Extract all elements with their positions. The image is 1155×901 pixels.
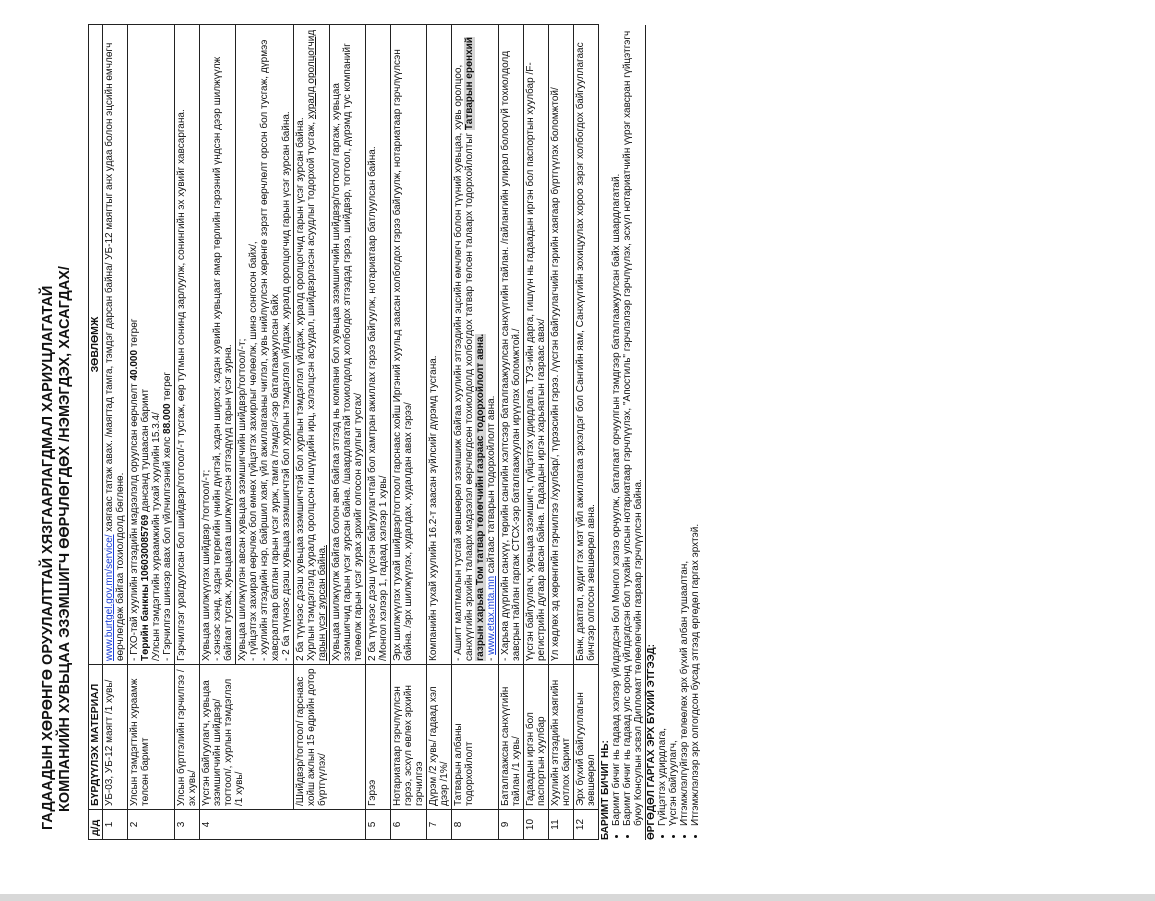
table-row <box>200 25 294 840</box>
list-item: • Баримт бичиг нь гадаад хэлээр үйлдэгдсэн бол Монгол хэлээ орчуулж, баталгаат орчуулгын тэмдгээр баталгаажуулсан байх шаардлагатай. <box>611 25 622 826</box>
table-row <box>391 25 427 840</box>
row-advice <box>452 25 499 665</box>
row-advice: Гэрчилгээг урагдуулсан бол шийдвэр/тогтоол/-т тусгаж, өөр тутмын сонинд зарлуулж, сонингийн эх хувийг хавсаргана. <box>175 25 200 665</box>
row-material: /Шийдвэр/тогтоол/ гарснаас хойш ажлын 15 өдрийн дотор бүртгүүлэх/ <box>294 665 366 810</box>
row-material: УБ-03, УБ-12 маягт /1 хувь/ <box>103 665 128 810</box>
row-advice: Үүсгэн байгуулагч, хувьцаа эзэмшигч, гүйцэтгэх удирдлага, ТУЗ-ийн дарга, гишүүн нь гадаадын иргэн бол паспортын хуулбар /F-регистрийн дугаар авсан байна. Гадаадын иргэн харьяатын газраас авах/ <box>524 25 549 665</box>
row-num: 2 <box>128 810 175 840</box>
row-advice: 2 ба түүнээс дээш үүсгэн байгуулагчтай бол хамтран ажиллах гэрээ байгуулж, нотариатаар батлуулсан байна. /Монгол хэлээр 1, гадаад хэлээр 1 хувь/ <box>366 25 391 665</box>
row-num: 5 <box>366 810 391 840</box>
bottom-scroll-strip <box>0 894 1155 901</box>
list-item: • Гүйцэтгэх удирдлага, <box>657 25 668 826</box>
burtgel-link[interactable]: www.burtgel.gov.mn/service/ <box>104 534 115 661</box>
row-num: 9 <box>499 810 524 840</box>
etax-link[interactable]: www.etax.mta.mn <box>486 575 497 655</box>
meeting-note: 2 ба түүнээс дээш хувьцаа эзэмшигчтэй бол хурлын тэмдэглэл үйлдэж, хуралд оролцогчид гарын үсэг зурсан байна. <box>295 117 306 661</box>
list-item: - Гэрчилгээ шинээр авах бол үйлчилгээний хөлс 88.000 төгрөг <box>162 28 173 661</box>
list-item: - ГХО-тай хуулийн этгээдийн мэдээлэлд оруулсан өөрчлөлт 40.000 төгрөг Төрийн банкны 106030085769 дансанд тушаасан баримт /Улсын тэмдэгтийн хураамжийн тухай хуулийн 15.3.4/ <box>129 28 162 661</box>
table-row <box>175 25 200 840</box>
row-material: Гадаадын иргэн бол паспортын хуулбар <box>524 665 549 810</box>
list-item: • Итгэмжлэлгүйгээр төлөөлөх эрх бүхий албан тушаалтан, <box>679 25 690 826</box>
row-material: Дүрэм /2 хувь/ гадаад хэл дээр /1%/ <box>427 665 452 810</box>
list-item: - www.etax.mta.mn сайтаас татварын тодорхойлолт авна. <box>486 28 497 661</box>
row-advice: Үл хөдлөх эд хөрөнгийн гэрчилгээ /хуулбар/, түрээсийн гэрээ. /үүсгэн байгуулагчийн гэрийн хаягаар бүртгүүлэх боломжтой/ <box>549 25 574 665</box>
table-row <box>294 25 366 840</box>
document-notes <box>600 25 701 840</box>
shift-decision-head: Хувьцаа шилжүүлэх шийдвэр /тогтоол/-т; <box>201 469 212 661</box>
table-row <box>549 25 574 840</box>
list-item: - 2 ба түүнээс дээш хувьцаа эзэмшигчтэй бол хурлын тэмдэглэл үйлдэж, хуралд оролцогчид гарын үсэг зурсан байна. <box>281 28 292 661</box>
table-row <box>366 25 391 840</box>
row-advice <box>294 25 366 665</box>
table-row <box>524 25 549 840</box>
row-num: 7 <box>427 810 452 840</box>
row-material: Хуулийн этгээдийн хаягийн нотлох баримт <box>549 665 574 810</box>
header-num: д/д <box>89 810 103 840</box>
table-row <box>128 25 175 840</box>
receiver-decision-head: Хувьцаа шилжүүлэн авсан хувьцаа эзэмшигчийн шийдвэр/тогтоол/-т; <box>235 25 248 664</box>
row-material: Эрх бүхий байгууллагын зөвшөөрөл <box>574 665 599 810</box>
header-material: БҮРДҮҮЛЭХ МАТЕРИАЛ <box>89 665 103 810</box>
document-title <box>40 20 74 840</box>
row-num: 11 <box>549 810 574 840</box>
list-item: • Баримт бичиг нь гадаад улс оронд үйлдэгдсэн бол тухайн улсын нотариатаар гэрчлүүлэх, "Апостиль" гэрчлэлээр гэрчлүүлэх, эсхүл нотариатчийн үүрэг хавсран гүйцэтгэгч буюу Консулын эсвэл Дипломат төлөөлөгчийн газраар гэрчлүүлсэн байна. <box>622 25 644 826</box>
table-header-row <box>89 25 103 840</box>
header-advice: ЗӨВЛӨМЖ <box>89 25 103 665</box>
row-advice: Компанийн тухай хуулийн 16.2-т заасан зүйлсийг дүрэмд тусгана. <box>427 25 452 665</box>
signers-heading: ӨРГӨДӨЛ ГАРГАХ ЭРХ БҮХИЙ ЭТГЭЭД: <box>645 25 657 840</box>
row-num: 3 <box>175 810 200 840</box>
row-advice <box>103 25 128 665</box>
row-material: Татварын албаны тодорхойлолт <box>452 665 499 810</box>
row-num: 10 <box>524 810 549 840</box>
row-num: 4 <box>200 810 366 840</box>
list-item: • Итгэмжлэлээр эрх олгогдсон бусад этгээд өргөдөл гаргах эрхтэй. <box>690 25 701 826</box>
row-material: Улсын тэмдэгтийн хураамж төлсөн баримт <box>128 665 175 810</box>
row-advice: Банк, даатгал, аудит гэх мэт үйл ажиллагаа эрхэлдэг бол Сангийн яам, Санхүүгийн зохицуулах хороо зэрэг холбогдох байгууллагаас бичгээр олгосон зөвшөөрөл авна. <box>574 25 599 665</box>
list-item: • Үүсгэн байгуулагч, <box>668 25 679 826</box>
row-material: Баталгаажсан санхүүгийн тайлан /1 хувь/ <box>499 665 524 810</box>
row-advice: Эрх шилжүүлэх тухай шийдвэр/тогтоол/ гарснаас хойш Иргэний хуульд заасан холбогдох гэрээ байгуулж, нотариатаар гэрчлүүлсэн байна. /эрх шилжүүлэх, худалдах, худалдан авах гэрээ/ <box>391 25 427 665</box>
table-row <box>103 25 128 840</box>
notes-heading: БАРИМТ БИЧИГ НЬ: <box>600 740 611 840</box>
table-row <box>499 25 524 840</box>
row-material: Улсын бүртгэлийн гэрчилгээ /эх хувь/ <box>175 665 200 810</box>
row-material: Нотариатаар гэрчлүүлсэн гэрээ, эсхүл өвлөх эрхийн гэрчилгээ <box>391 665 427 810</box>
title-line-2: КОМПАНИЙН ХУВЬЦАА ЭЗЭМШИГЧ ӨӨРЧЛӨГДӨХ /НЭМЭГДЭХ, ХАСАГДАХ/ <box>57 266 73 812</box>
row-num: 1 <box>103 810 128 840</box>
row-material: Гэрээ <box>366 665 391 810</box>
title-line-1: ГАДААДЫН ХӨРӨНГӨ ОРУУЛАЛТТАЙ ХЯЗГААРЛАГДМАЛ ХАРИУЦЛАГАТАЙ <box>40 285 56 830</box>
company-decision-note: Хувьцаа шилжүүлж байгаа болон авч байгаа этгээд нь компани бол хувьцаа эзэмшигчийн шийдвэр/тогтоол/ гаргаж, хувьцаа эзэмшигчид гарын үсэг зурсан байна. /шаардлагатай тохиолдолд холбогдох этгээдэд гэрээ, шийдвэр, тогтоол, дүрэмд тус компанийг төлөөлж гарын үсэг зурах эрхийг олгосон агуулгыг тусгах/ <box>329 25 364 664</box>
row-num: 8 <box>452 810 499 840</box>
meeting-minutes-note: Хурлын тэмдэглэлд хуралд оролцсон гишүүдийн ирц, хэлэлцсэн асуудал, шийдвэрлэсэн асуудлыг тодорхой тусгаж, хуралд оролцогчид гарын үсэг зурсан байна. <box>306 29 328 661</box>
table-row <box>452 25 499 840</box>
list-item: - гүйцэтгэх захирал өөрчлөх бол өмнөх гүйцэтгэх захирлыг чөлөөлж, шинэ сонгосон байх/, <box>248 28 259 661</box>
row-num: 12 <box>574 810 599 840</box>
row-material: Үүсгэн байгуулагч, хувьцаа эзэмшигчийн шийдвэр/тогтоол/, хурлын тэмдэглэл /1 хувь/ <box>200 665 294 810</box>
row-num: 6 <box>391 810 427 840</box>
table-row <box>574 25 599 840</box>
row-advice <box>128 25 175 665</box>
row-advice-text: хаягаас татаж авах. /маягтад тамга, тэмдэг дарсан байна/ УБ-12 маягтыг анх удаа болон эцсийн өмчлөгч өөрчлөгдөж байгаа тохиолдолд бөглөнө. <box>104 42 126 661</box>
table-row <box>427 25 452 840</box>
row-advice <box>200 25 294 665</box>
list-item: - Ашигт малтмалын тусгай зөвшөөрөл эзэмшиж байгаа хуулийн этгээдийн эцсийн өмчлөгч болон түүний хувьцаа, хувь оролцоо, санхүүгийн эрхийн талаарх мэдээлэл өөрчлөгдсөн тохиолдолд холбогдох татвар төлсөн талаарх тодорхойлолтыг Татварын ерөнхий газрын харьяа Том татвар төлөгчийн газраас тодорхойлолт авна. <box>453 28 486 661</box>
requirements-table <box>88 24 599 840</box>
list-item: - хэнээс хэнд, хэдэн төгрөгийн үнийн дүнтэй, хэдэн ширхэг, хэдэн хувийн хувьцааг ямар төрлийн гэрээний үндсэн дээр шилжүүлж байгааг тусгаж, хувьцаагаа шилжүүлсэн этгээдүүд гарын үсэг зурна. <box>212 28 234 661</box>
list-item: - хуулийн этгээдийн нэр, байршил хаяг, үйл ажиллагааны чиглэл, хувь нийлүүлсэн хөрөнгө зэрэгт өөрчлөлт орсон бол тусгаж, дүрмээ хавсралтаар батлан гарын үсэг зурж, тамга /тэмдэг/-ээр баталгаажуулсан байх <box>259 28 281 661</box>
row-advice: - Харьяа дүүргийн санхүү, төрийн сангийн хэлтсээр баталгаажуулсан санхүүгийн тайлан. /гайлангийн улирал болоогүй тохиолдолд завсрын тайлан гаргаж СТСХ-ээр баталгаажуулан ирүүлэх боломжтой./ <box>499 25 524 665</box>
